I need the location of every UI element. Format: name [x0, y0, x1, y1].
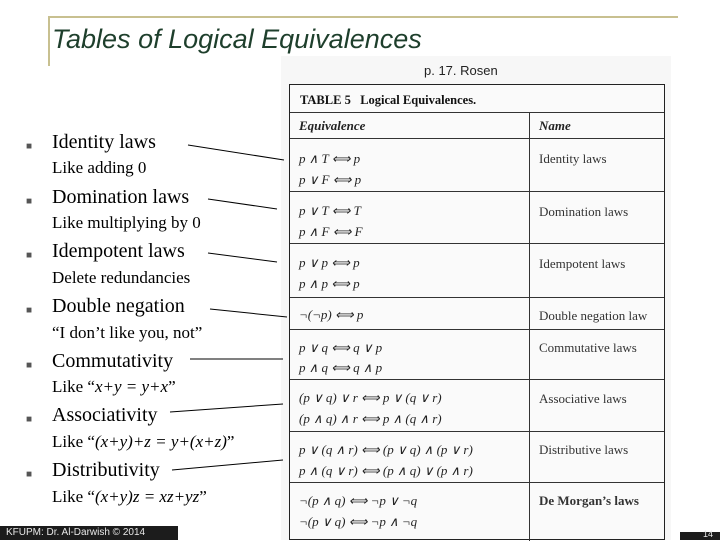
law-identity-note: Like adding 0	[52, 158, 147, 177]
equivalence-cell: p ∨ (q ∧ r) ⟺ (p ∨ q) ∧ (p ∨ r)	[299, 442, 473, 457]
equivalence-cell: p ∧ F ⟺ F	[299, 224, 363, 239]
column-header-equivalence: Equivalence	[299, 118, 366, 133]
law-distributivity-label: Distributivity	[52, 459, 160, 481]
law-name-cell: Identity laws	[539, 151, 607, 166]
equivalence-cell: ¬(p ∨ q) ⟺ ¬p ∧ ¬q	[299, 514, 418, 529]
law-commutativity-note: Like “x+y = y+x”	[52, 377, 176, 396]
law-commutativity-label: Commutativity	[52, 350, 174, 372]
law-name-cell: De Morgan’s laws	[539, 493, 639, 508]
law-double-negation-label: Double negation	[52, 295, 185, 317]
page-number-bar	[680, 532, 720, 540]
law-name-cell: Double negation law	[539, 308, 648, 323]
bullet-icon: ■	[26, 196, 33, 207]
law-name-cell: Commutative laws	[539, 340, 637, 355]
law-name-cell: Associative laws	[539, 391, 627, 406]
equivalence-cell: p ∧ p ⟺ p	[299, 276, 360, 291]
bullet-icon: ■	[26, 469, 33, 480]
leader-line-double-negation	[210, 309, 287, 317]
law-associativity-label: Associativity	[52, 404, 158, 426]
equivalence-cell: p ∧ q ⟺ q ∧ p	[299, 360, 383, 375]
equivalence-cell: p ∧ T ⟺ p	[299, 151, 361, 166]
page-number: 14	[703, 529, 714, 539]
law-domination-label: Domination laws	[52, 186, 190, 208]
law-identity-label: Identity laws	[52, 131, 156, 153]
equivalence-cell: p ∨ F ⟺ p	[299, 172, 362, 187]
bullet-icon: ■	[26, 305, 33, 316]
footer-bar	[0, 526, 178, 540]
bullet-icon: ■	[26, 360, 33, 371]
leader-line-domination	[208, 199, 277, 209]
equivalence-cell: p ∨ p ⟺ p	[299, 255, 360, 270]
bullet-icon: ■	[26, 250, 33, 261]
equivalence-cell: ¬(¬p) ⟺ p	[299, 307, 364, 322]
leader-line-distributivity	[172, 460, 283, 470]
bullet-icon: ■	[26, 141, 33, 152]
equivalence-cell: (p ∨ q) ∨ r ⟺ p ∨ (q ∨ r)	[299, 390, 442, 405]
leader-line-idempotent	[208, 253, 277, 262]
law-idempotent-note: Delete redundancies	[52, 268, 191, 287]
equivalence-cell: ¬(p ∧ q) ⟺ ¬p ∨ ¬q	[299, 493, 418, 508]
leader-line-associativity	[170, 404, 283, 412]
column-header-name: Name	[539, 118, 571, 133]
law-idempotent-label: Idempotent laws	[52, 240, 185, 262]
slide-title: Tables of Logical Equivalences	[52, 24, 422, 54]
equivalence-cell: p ∨ T ⟺ T	[299, 203, 361, 218]
law-name-cell: Idempotent laws	[539, 256, 626, 271]
law-name-cell: Distributive laws	[539, 442, 629, 457]
source-note: p. 17. Rosen	[424, 63, 498, 78]
leader-line-identity	[188, 145, 284, 160]
law-associativity-note: Like “(x+y)+z = y+(x+z)”	[52, 432, 235, 451]
footer-text: KFUPM: Dr. Al-Darwish © 2014	[6, 527, 146, 538]
law-distributivity-note: Like “(x+y)z = xz+yz”	[52, 487, 207, 506]
table-caption: TABLE 5 Logical Equivalences.	[300, 93, 477, 107]
equivalence-cell: p ∧ (q ∨ r) ⟺ (p ∧ q) ∨ (p ∧ r)	[299, 463, 473, 478]
equivalence-cell: (p ∧ q) ∧ r ⟺ p ∧ (q ∧ r)	[299, 411, 442, 426]
law-name-cell: Domination laws	[539, 204, 629, 219]
equivalence-cell: p ∨ q ⟺ q ∨ p	[299, 340, 383, 355]
law-domination-note: Like multiplying by 0	[52, 213, 201, 232]
law-double-negation-note: “I don’t like you, not”	[52, 323, 203, 342]
bullet-icon: ■	[26, 414, 33, 425]
